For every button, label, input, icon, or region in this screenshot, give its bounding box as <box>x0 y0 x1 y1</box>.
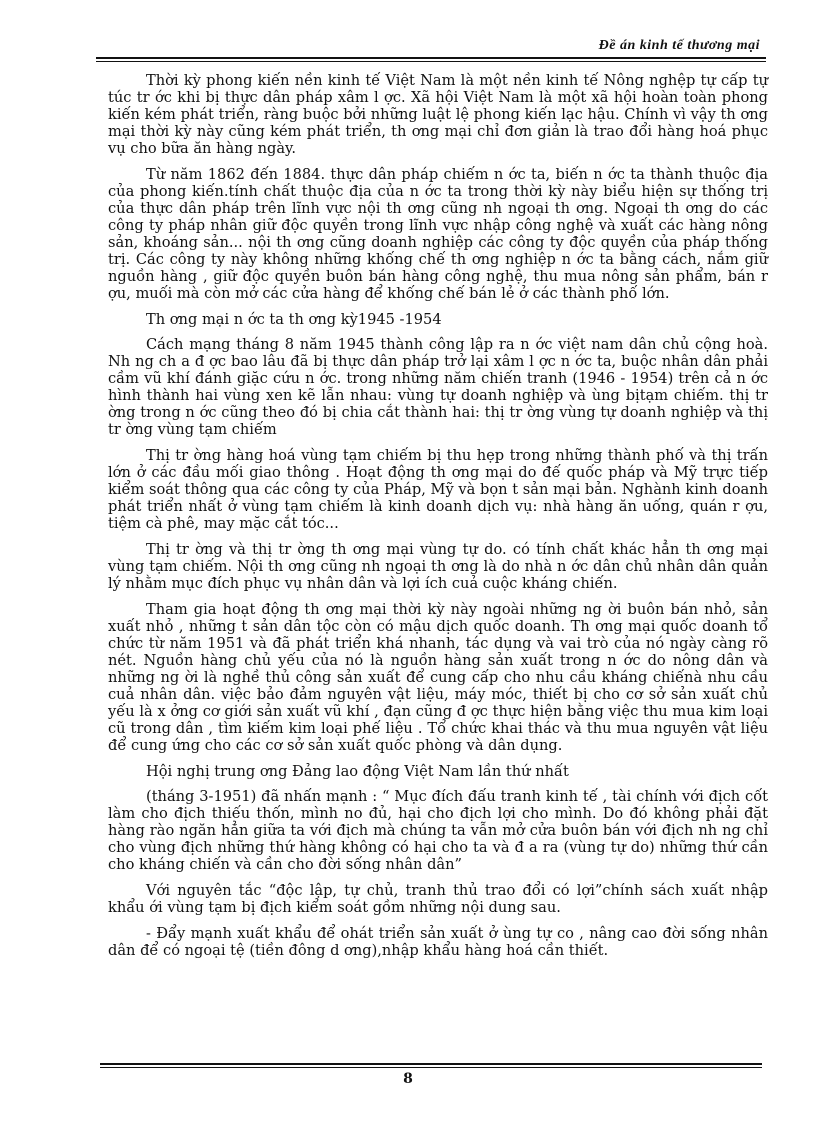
paragraph: (tháng 3-1951) đã nhấn mạnh : “ Mục đích đấu tranh kinh tế , tài chính với địch cốt làm cho địch thiếu thốn, mình no đủ, hại cho địch lợi cho mình. Do đó không phải đặt hàng rào ngăn hẳn giữa ta với địch mà chúng ta vẫn mở cửa buôn bán với địch nh ng chỉ cho vùng địch những thứ hàng không có hại cho ta và đ a ra (vùng tự do) những thứ cần cho kháng chiến và cần cho đời sống nhân dân” <box>108 788 768 873</box>
paragraph: Thời kỳ phong kiến nền kinh tế Việt Nam là một nền kinh tế Nông nghệp tự cấp tự túc tr ớc khi bị thực dân pháp xâm l ợc. Xã hội Việt Nam là một xã hội hoàn toàn phong kiến kém phát triển, ràng buộc bởi những luật lệ phong kiến lạc hậu. Chính vì vậy th ơng mại thời kỳ này cũng kém phát triển, th ơng mại chỉ đơn giản là trao đổi hàng hoá phục vụ cho bữa ăn hàng ngày. <box>108 72 768 157</box>
paragraph: Từ năm 1862 đến 1884. thực dân pháp chiếm n ớc ta, biến n ớc ta thành thuộc địa của phong kiến.tính chất thuộc địa của n ớc ta trong thời kỳ này biểu hiện sự thống trị của thực dân pháp trên lĩnh vực nội th ơng cũng nh ngoại th ơng. Ngoại th ơng do các công ty pháp nhân giữ độc quyền trong lĩnh vực nhập công nghệ và xuất các hàng nông sản, khoáng sản... nội th ơng cũng doanh nghiệp các công ty độc quyền của pháp thống trị. Các công ty này không những khống chế th ơng nghiệp n ớc ta bằng cách, nắm giữ nguồn hàng , giữ độc quyền buôn bán hàng công nghệ, thu mua nông sản phẩm, bán r ợu, muối mà còn mở các cửa hàng để khống chế bán lẻ ở các thành phố lớn. <box>108 166 768 302</box>
header-rule-thin <box>96 61 766 62</box>
document-body <box>108 72 768 968</box>
header-rule <box>96 57 766 59</box>
paragraph: Thị tr ờng hàng hoá vùng tạm chiếm bị thu hẹp trong những thành phố và thị trấn lớn ở các đầu mối giao thông . Hoạt động th ơng mại do đế quốc pháp và Mỹ trực tiếp kiểm soát thông qua các công ty của Pháp, Mỹ và bọn t sản mại bản. Nghành kinh doanh phát triển nhất ở vùng tạm chiếm là kinh doanh dịch vụ: nhà hàng ăn uống, quán r ợu, tiệm cà phê, may mặc cắt tóc... <box>108 447 768 532</box>
paragraph: Với nguyên tắc “độc lập, tự chủ, tranh thủ trao đổi có lợi”chính sách xuất nhập khẩu ới vùng tạm bị địch kiểm soát gồm những nội dung sau. <box>108 882 768 916</box>
footer-rule-thin <box>100 1067 762 1068</box>
section-heading: Th ơng mại n ớc ta th ơng kỳ1945 -1954 <box>146 311 442 328</box>
page-number: 8 <box>403 1071 413 1087</box>
paragraph: Thị tr ờng và thị tr ờng th ơng mại vùng tự do. có tính chất khác hẳn th ơng mại vùng tạm chiếm. Nội th ơng cũng nh ngoại th ơng là do nhà n ớc dân chủ nhân dân quản lý nhằm mục đích phục vụ nhân dân và lợi ích cuả cuộc kháng chiến. <box>108 541 768 592</box>
paragraph: - Đẩy mạnh xuất khẩu để ohát triển sản xuất ở ùng tự co , nâng cao đời sống nhân dân để có ngoại tệ (tiền đông d ơng),nhập khẩu hàng hoá cần thiết. <box>108 925 768 959</box>
header-title: Đề án kinh tế thương mại <box>598 38 760 53</box>
footer-rule <box>100 1063 762 1065</box>
paragraph: Tham gia hoạt động th ơng mại thời kỳ này ngoài những ng ời buôn bán nhỏ, sản xuất nhỏ , những t sản dân tộc còn có mậu dịch quốc doanh. Th ơng mại quốc doanh tổ chức từ năm 1951 và đã phát triển khá nhanh, tác dụng và vai trò của nó ngày càng rõ nét. Nguồn hàng chủ yếu của nó là nguồn hàng sản xuất trong n ớc do nông dân và những ng ời là nghề thủ công sản xuất để cung cấp cho nhu cầu kháng chiếnà nhu cầu cuả nhân dân. việc bảo đảm nguyên vật liệu, máy móc, thiết bị cho cơ sở sản xuất chủ yếu là x ởng cơ giới sản xuất vũ khí , đạn cũng đ ợc thực hiện bằng việc thu mua kim loại cũ trong dân , tìm kiếm kim loại phế liệu . Tổ chức khai thác và thu mua nguyên vật liệu để cung ứng cho các cơ sở sản xuất quốc phòng và dân dụng. <box>108 601 768 754</box>
section-heading: Hội nghị trung ơng Đảng lao động Việt Nam lần thứ nhất <box>146 763 569 780</box>
paragraph: Cách mạng tháng 8 năm 1945 thành công lập ra n ớc việt nam dân chủ cộng hoà. Nh ng ch a đ ợc bao lâu đã bị thực dân pháp trở lại xâm l ợc n ớc ta, buộc nhân dân phải cầm vũ khí đánh giặc cứu n ớc. trong những năm chiến tranh (1946 - 1954) trên cả n ớc hình thành hai vùng xen kẽ lẫn nhau: vùng tự doanh nghiệp và ùng bịtạm chiếm. thị tr ờng trong n ớc cũng theo đó bị chia cắt thành hai: thị tr ờng vùng tự doanh nghiệp và thị tr ờng vùng tạm chiếm <box>108 336 768 438</box>
